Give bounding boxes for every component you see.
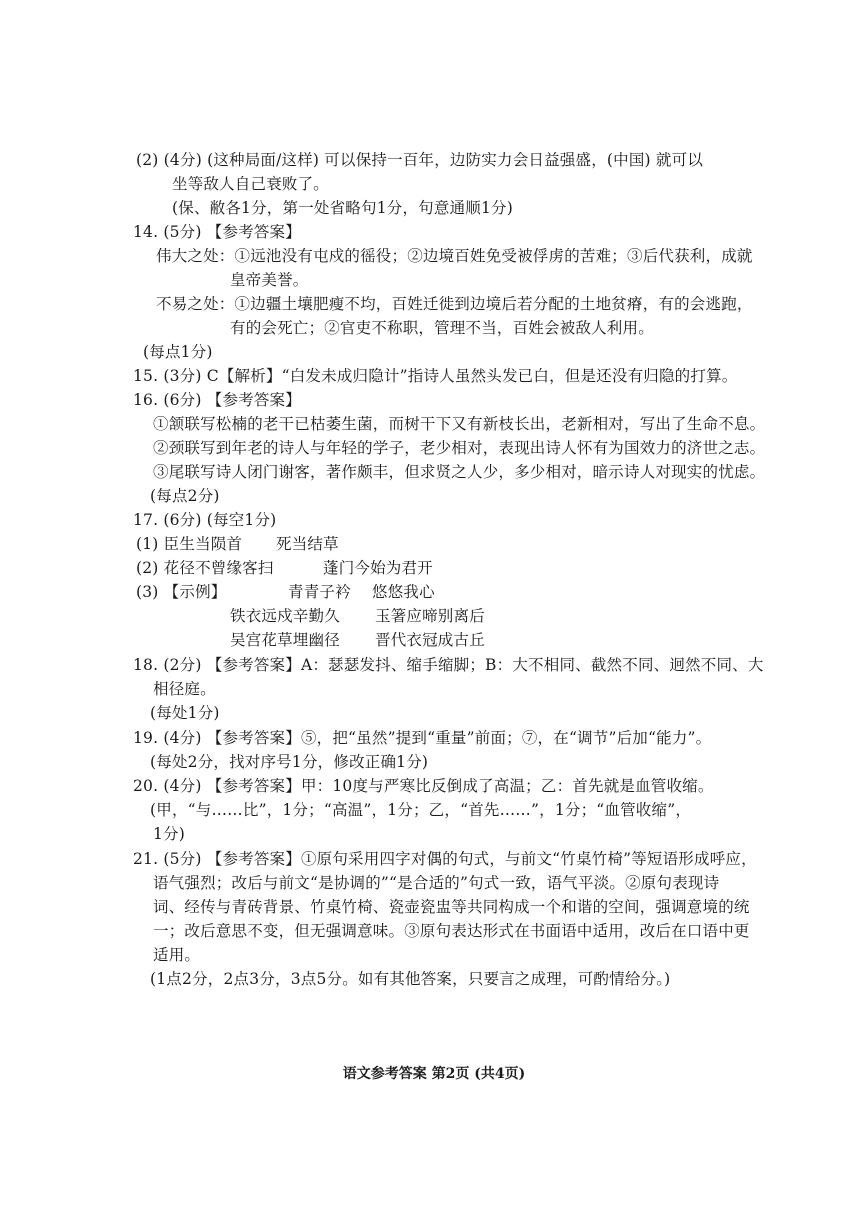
q16-point3: ③尾联写诗人闭门谢客，著作颇丰，但求贤之人少，多少相对，暗示诗人对现实的忧虑。 [153,463,766,481]
q13-2-line1: (2) (4分) (这种局面/这样) 可以保持一百年，边防实力会日益强盛，(中国) 就可以 [136,151,704,169]
q20-note1: (甲，“与……比”，1分；“高温”，1分；乙，“首先……”，1分；“血管收缩”， [150,801,692,819]
q13-2-note: (保、敝各1分，第一处省略句1分，句意通顺1分) [172,199,513,217]
q16-heading: 16. (6分) 【参考答案】 [133,391,301,409]
q17-example2-b: 玉箸应啼别离后 [375,607,485,625]
q14-hard-line2: 有的会死亡；②官吏不称职，管理不当，百姓会被敌人利用。 [230,319,654,337]
q16-note: (每点2分) [150,487,220,505]
q17-answer3-label: (3) 【示例】 [136,583,227,601]
q13-2-line2: 坐等敌人自己衰败了。 [172,175,330,193]
q14-great-line1: 伟大之处：①远池没有屯戍的徭役；②边境百姓免受被俘虏的苦难；③后代获利，成就 [156,247,753,265]
q18-note: (每处1分) [150,704,220,722]
q21-line1: 21. (5分) 【参考答案】①原句采用四字对偶的句式，与前文“竹桌竹椅”等短语形成呼应， [133,850,757,868]
q17-example3-b: 晋代衣冠成古丘 [375,631,485,649]
q21-line5: 适用。 [153,946,201,964]
q14-hard-line1: 不易之处：①边疆土壤肥瘦不均，百姓迁徙到边境后若分配的土地贫瘠，有的会逃跑， [156,295,753,313]
q20-note2: 1分) [153,825,186,843]
q19-note: (每处2分，找对序号1分，修改正确1分) [150,753,429,771]
q17-example1-a: 青青子衿 [288,583,351,601]
q20-line1: 20. (4分) 【参考答案】甲：10度与严寒比反倒成了高温；乙：首先就是血管收缩。 [133,777,714,795]
q14-heading: 14. (5分) 【参考答案】 [133,223,301,241]
q17-example3-a: 吴宫花草埋幽径 [230,631,340,649]
q17-example2-a: 铁衣远戍辛勤久 [230,607,340,625]
q19-line1: 19. (4分) 【参考答案】⑤，把“虽然”提到“重量”前面；⑦，在“调节”后加“能力”。 [133,729,712,747]
q21-note: (1点2分，2点3分，3点5分。如有其他答案，只要言之成理，可酌情给分。) [150,970,671,988]
q21-line4: 一；改后意思不变，但无强调意味。③原句表达形式在书面语中适用，改后在口语中更 [153,922,750,940]
q16-point1: ①颔联写松楠的老干已枯萎生菌，而树干下又有新枝长出，老新相对，写出了生命不息。 [153,415,766,433]
q17-heading: 17. (6分) (每空1分) [133,511,277,529]
q17-answer2-b: 蓬门今始为君开 [323,559,433,577]
q18-line1: 18. (2分) 【参考答案】A：瑟瑟发抖、缩手缩脚；B：大不相同、截然不同、迥然不同、大 [133,656,764,674]
q16-point2: ②颈联写到年老的诗人与年轻的学子，老少相对，表现出诗人怀有为国效力的济世之志。 [153,439,766,457]
page-footer: 语文参考答案 第2页 (共4页) [342,1066,526,1082]
q17-answer2-a: (2) 花径不曾缘客扫 [136,559,274,577]
q17-answer1-a: (1) 臣生当陨首 [136,535,243,553]
q21-line3: 词、经传与青砖背景、竹桌竹椅、瓷壶瓷盅等共同构成一个和谐的空间，强调意境的统 [153,898,750,916]
q14-great-line2: 皇帝美誉。 [230,271,309,289]
q14-note: (每点1分) [143,343,213,361]
q17-answer1-b: 死当结草 [276,535,339,553]
q15-answer: 15. (3分) C【解析】“白发未成归隐计”指诗人虽然头发已白，但是还没有归隐的打算。 [133,367,738,385]
q17-example1-b: 悠悠我心 [372,583,435,601]
q21-line2: 语气强烈；改后与前文“是协调的”“是合适的”句式一致，语气平淡。②原句表现诗 [153,874,720,892]
q18-line2: 相径庭。 [153,680,216,698]
